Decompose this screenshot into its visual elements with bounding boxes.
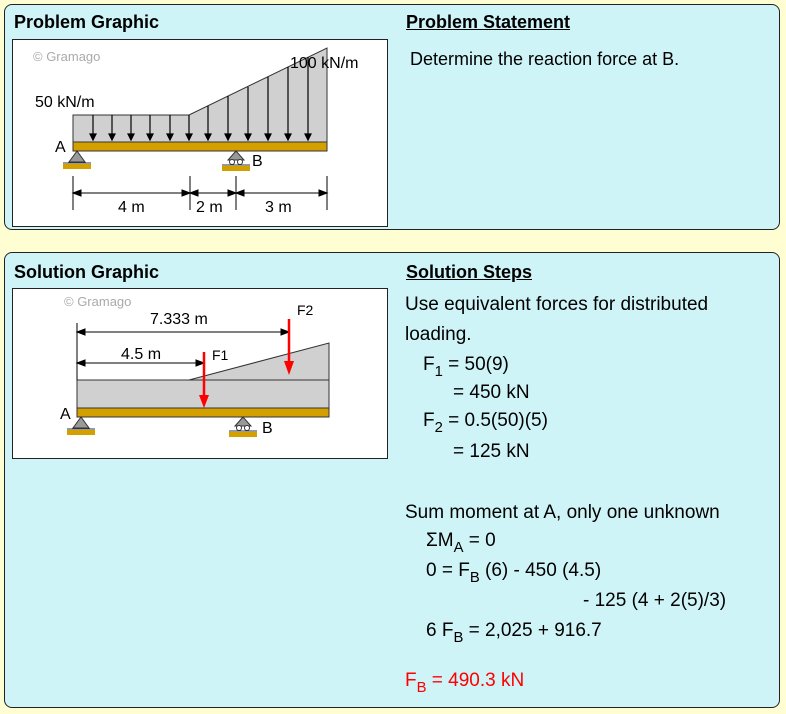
- solution-steps-heading: Solution Steps: [406, 262, 532, 282]
- distributed-load-shape: [73, 48, 327, 142]
- dimension-4m: 4 m: [118, 199, 145, 216]
- support-b-label: B: [252, 153, 263, 170]
- load-right-label: 100 kN/m: [290, 55, 359, 72]
- roller-support-b: [229, 417, 257, 437]
- solution-panel: [4, 252, 780, 708]
- beam: [77, 408, 329, 417]
- step-equation-2: 6 $F_B = 2,025 + 916.7$: [426, 620, 602, 646]
- pin-support-a: [63, 151, 91, 169]
- watermark: © Gramago: [33, 49, 101, 64]
- step-intro-line2: loading.: [405, 324, 472, 345]
- force-label-f1: F1: [212, 347, 229, 363]
- step-f1-result: = 450 kN: [453, 382, 530, 403]
- problem-panel: [4, 4, 780, 230]
- support-b-label: B: [262, 420, 273, 437]
- watermark: © Gramago: [64, 294, 132, 309]
- step-sum-moment: $\Sigma M_A = 0$: [426, 530, 496, 556]
- dimension-3m: 3 m: [265, 199, 292, 216]
- pin-support-a: [67, 417, 95, 435]
- solution-figure: [12, 288, 388, 459]
- step-f2-result: = 125 kN: [453, 441, 530, 462]
- step-f2-equation: $F_2 = 0.5(50)(5)$: [423, 410, 548, 436]
- beam: [73, 142, 327, 151]
- dimension-45m: 4.5 m: [121, 346, 162, 363]
- dimension-2m: 2 m: [196, 199, 223, 216]
- force-label-f2: F2: [297, 302, 314, 318]
- dimension-7333m: 7.333 m: [150, 311, 208, 328]
- solution-graphic-heading: Solution Graphic: [14, 262, 160, 282]
- problem-figure: [12, 39, 388, 227]
- triangular-load: [189, 343, 329, 380]
- step-moment-intro: Sum moment at A, only one unknown: [405, 502, 720, 523]
- problem-statement-text: Determine the reaction force at B.: [410, 49, 680, 69]
- final-answer: $F_B = 490.3$ kN: [405, 670, 525, 696]
- problem-graphic-heading: Problem Graphic: [14, 12, 160, 32]
- step-intro-line1: Use equivalent forces for distributed: [405, 294, 709, 315]
- step-equation-1-continued: - 125 (4 + 2(5)/3): [583, 590, 727, 611]
- step-equation-1: $0 = F_B$ (6) - 450 (4.5): [426, 560, 602, 586]
- roller-support-b: [222, 151, 250, 171]
- step-f1-equation: $F_1 = 50(9)$: [423, 354, 509, 380]
- support-a-label: A: [55, 139, 66, 156]
- load-left-label: 50 kN/m: [35, 94, 95, 111]
- problem-statement-heading: Problem Statement: [406, 12, 571, 32]
- support-a-label: A: [60, 406, 71, 423]
